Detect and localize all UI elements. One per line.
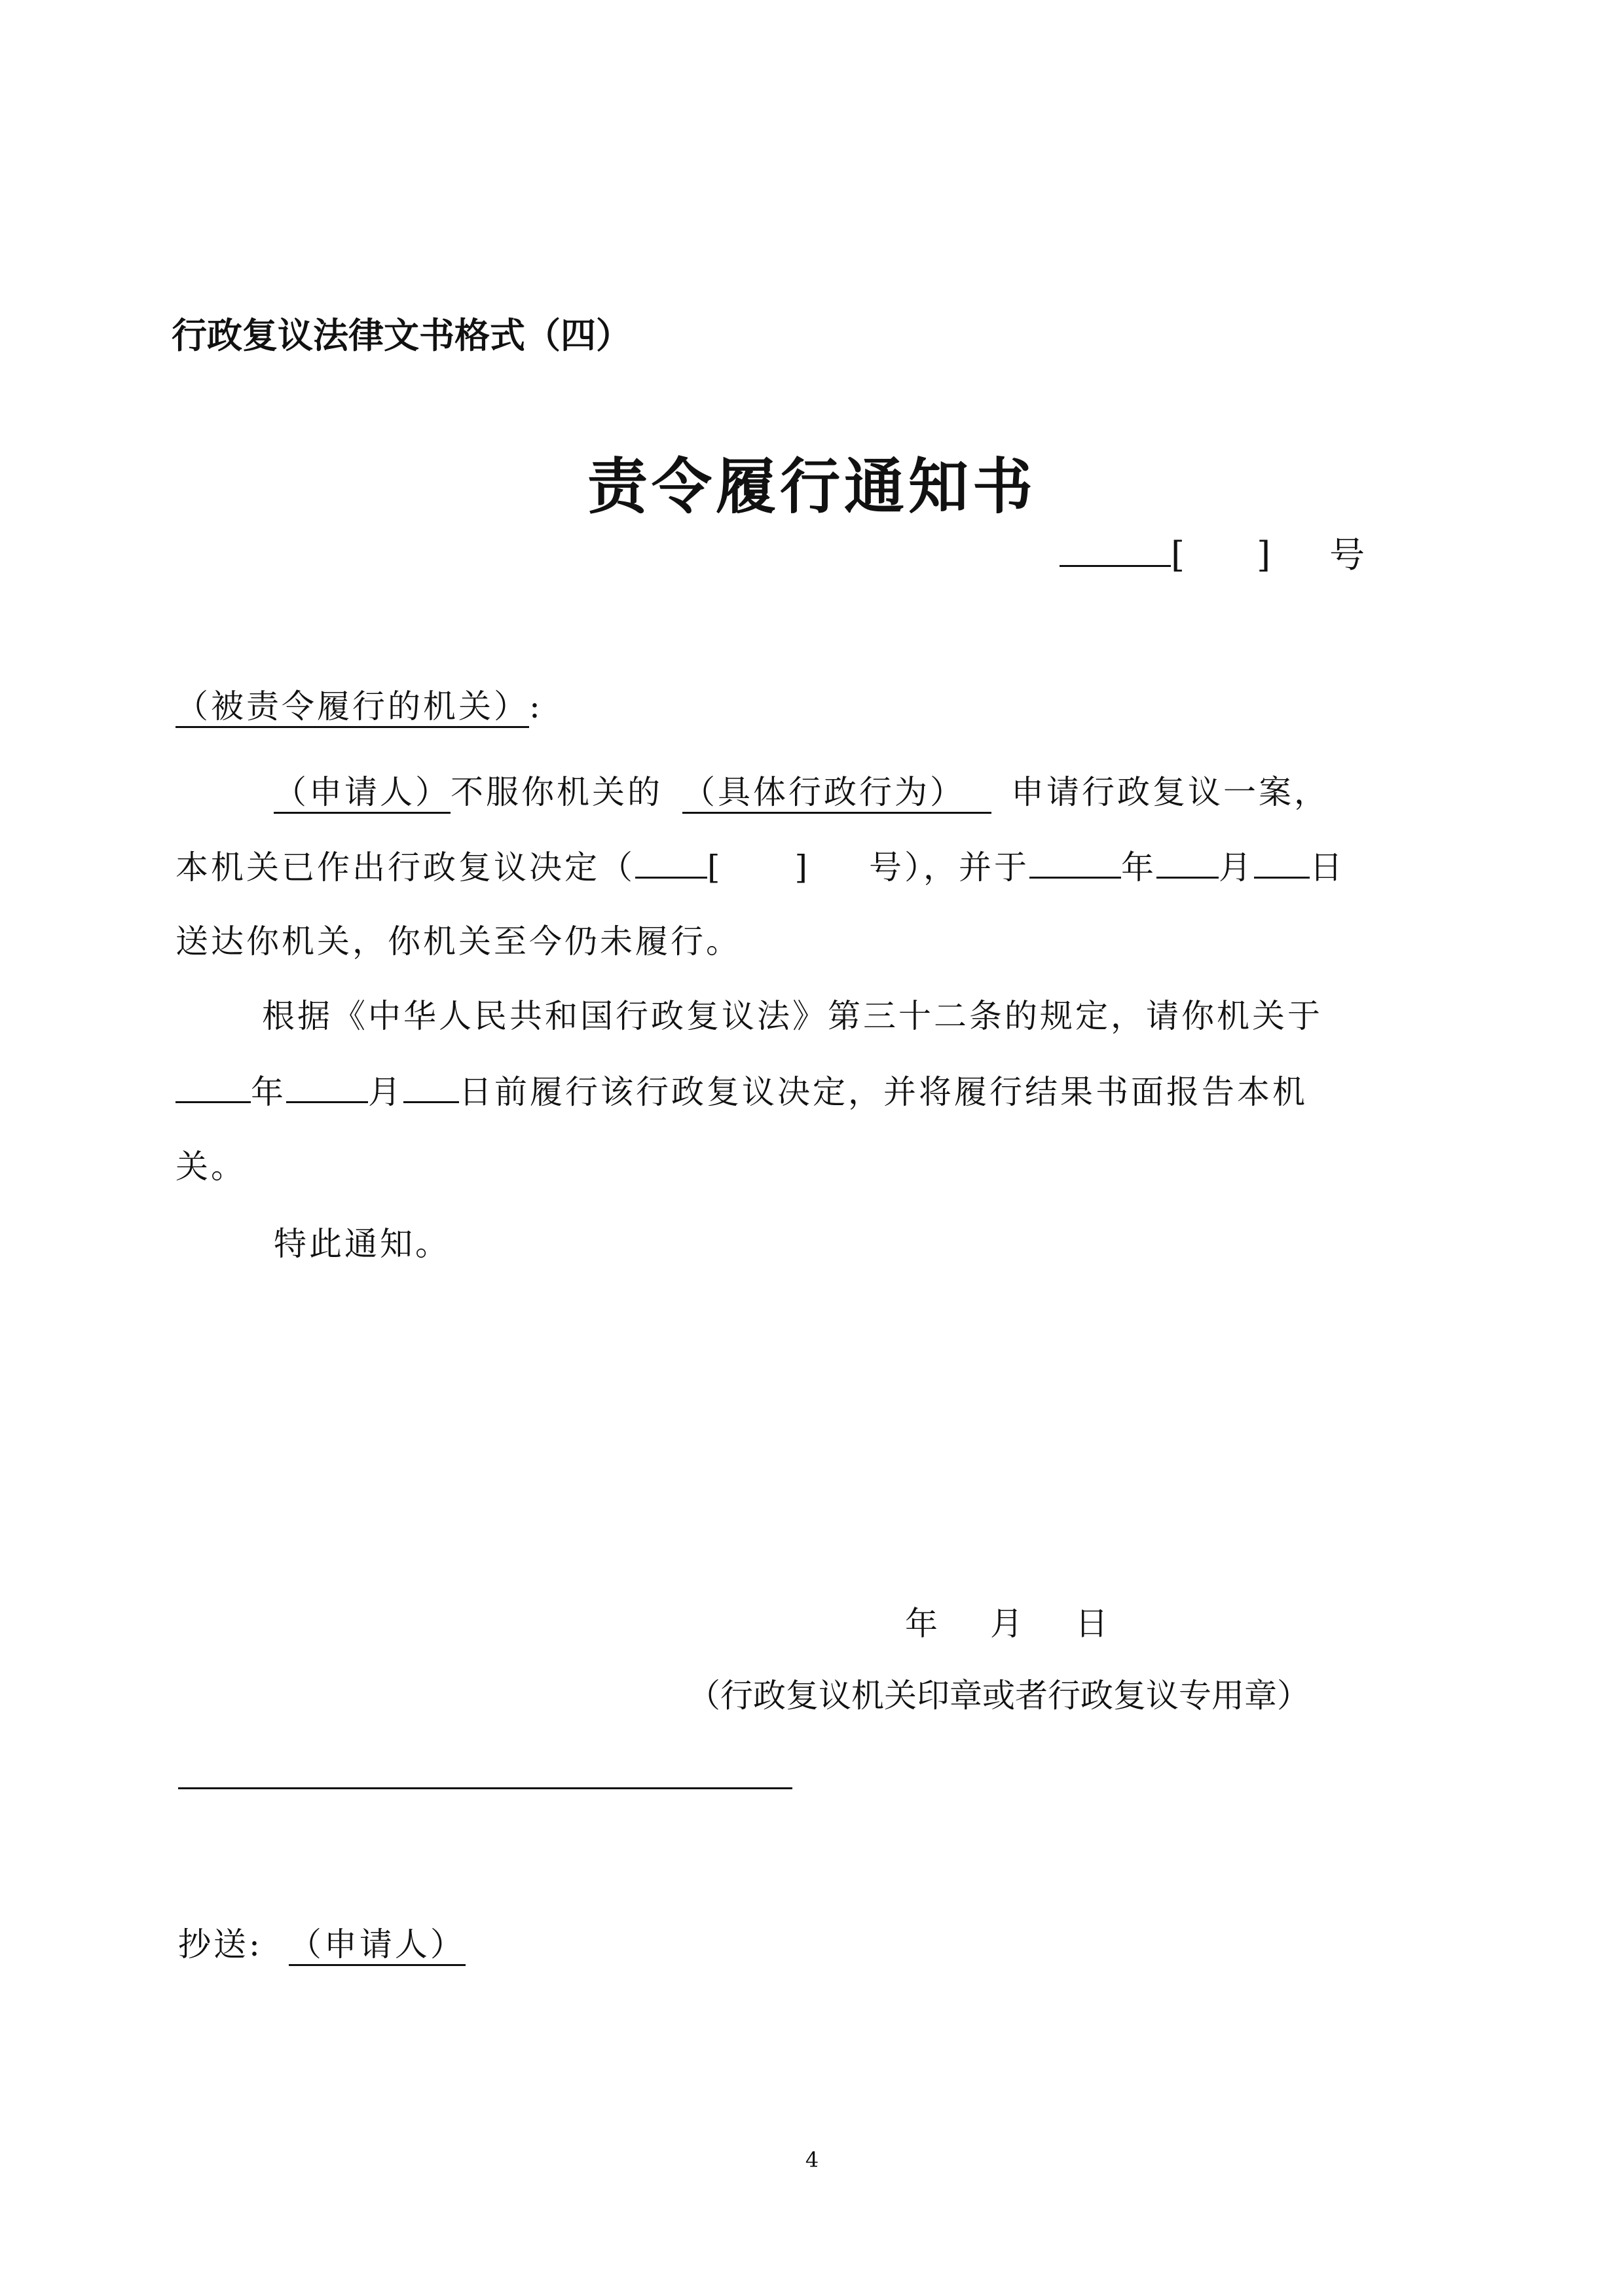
month-blank bbox=[1156, 844, 1219, 879]
cc-label: 抄送: bbox=[178, 1925, 263, 1963]
number-prefix-blank bbox=[1060, 530, 1171, 567]
body-line-2 bbox=[175, 841, 1345, 888]
divider-line bbox=[178, 1787, 792, 1789]
number-bracket-open: [ bbox=[1171, 534, 1185, 575]
page-number: 4 bbox=[805, 2147, 819, 2172]
addressee-colon: : bbox=[529, 687, 543, 725]
cc-line bbox=[178, 1918, 466, 1966]
number-bracket-close: ] bbox=[1257, 534, 1271, 575]
sign-month-label: 月 bbox=[990, 1605, 1023, 1643]
body-text: 申请行政复议一案， bbox=[1011, 773, 1329, 811]
deadline-day-blank bbox=[403, 1068, 459, 1103]
year-label: 年 bbox=[251, 1073, 286, 1111]
body-line-6: 关。 bbox=[175, 1148, 246, 1186]
applicant-placeholder: （申请人） bbox=[274, 774, 451, 814]
bracket-open: [ bbox=[707, 848, 723, 886]
cc-recipient: （申请人） bbox=[289, 1926, 466, 1966]
body-line-1 bbox=[175, 766, 1329, 814]
sign-year-label: 年 bbox=[905, 1605, 938, 1643]
number-suffix: 号 bbox=[1329, 534, 1365, 575]
signature-date bbox=[905, 1597, 1108, 1645]
body-line-5 bbox=[175, 1066, 1308, 1113]
deadline-month-blank bbox=[286, 1068, 368, 1103]
body-text: 不服你机关的 bbox=[451, 773, 663, 811]
closing-text: 特此通知。 bbox=[274, 1225, 451, 1263]
deadline-year-blank bbox=[175, 1068, 251, 1103]
day-label: 日 bbox=[1310, 848, 1346, 886]
year-blank bbox=[1029, 844, 1121, 879]
month-label: 月 bbox=[1219, 848, 1255, 886]
body-line-4: 根据《中华人民共和国行政复议法》第三十二条的规定，请你机关于 bbox=[262, 997, 1323, 1035]
administrative-act-placeholder: （具体行政行为） bbox=[682, 774, 991, 814]
body-line-3: 送达你机关，你机关至今仍未履行。 bbox=[175, 922, 741, 960]
body-text: 本机关已作出行政复议决定（ bbox=[175, 848, 635, 886]
seal-note: （行政复议机关印章或者行政复议专用章） bbox=[688, 1677, 1310, 1715]
bracket-close: ] bbox=[794, 848, 811, 886]
format-label: 行政复议法律文书格式（四） bbox=[172, 315, 631, 356]
decision-number-blank bbox=[635, 844, 707, 879]
addressee-line bbox=[175, 687, 543, 728]
day-blank bbox=[1254, 844, 1310, 879]
body-text: 日前履行该行政复议决定，并将履行结果书面报告本机 bbox=[459, 1073, 1308, 1111]
body-text: 号），并于 bbox=[869, 848, 1030, 886]
month-label: 月 bbox=[368, 1073, 403, 1111]
document-title: 责令履行通知书 bbox=[587, 452, 1037, 522]
year-label: 年 bbox=[1121, 848, 1157, 886]
addressee-placeholder: （被责令履行的机关） bbox=[175, 688, 529, 728]
document-number bbox=[1060, 527, 1365, 577]
sign-day-label: 日 bbox=[1075, 1605, 1108, 1643]
